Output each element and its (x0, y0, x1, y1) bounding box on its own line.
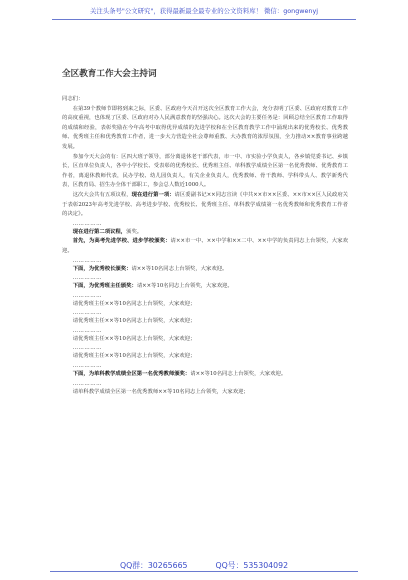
paragraph-award-principals (62, 265, 348, 275)
award-headteachers-text: 请××等10名同志上台领奖，大家欢迎。 (136, 283, 233, 290)
bottom-rule (50, 571, 358, 572)
item2-heading: 现在进行第二项议程， (72, 228, 127, 235)
ellipsis-divider: …………… (72, 327, 102, 334)
ellipsis-divider: …………… (72, 380, 102, 387)
paragraph-headteachers-4: 请优秀班主任××等10名同志上台领奖，大家欢迎； (72, 353, 196, 360)
agenda-item1-heading: 现在进行第一项： (131, 191, 175, 198)
paragraph-headteachers-2: 请优秀班主任××等10名同志上台领奖，大家欢迎； (72, 318, 196, 325)
award-principals-heading: 下面，为优秀校长颁奖： (72, 265, 132, 272)
paragraph-top-teachers-1: 请单科教学成绩全区第一名优秀教师××等10名同志上台领奖，大家欢迎； (72, 388, 249, 395)
ellipsis-divider: …………… (72, 292, 102, 299)
award-schools-heading: 首先，为高考先进学校、进步学校颁奖： (72, 238, 171, 245)
ellipsis-divider: …………… (72, 310, 102, 317)
paragraph-award-headteachers (62, 282, 348, 292)
footer-qq-group: QQ群：30265665 (119, 561, 188, 570)
award-schools-text: 请××市一中、××中学和××二中、××中学的负责同志上台领奖，大家欢迎。 (62, 238, 348, 254)
paragraph-award-top-teachers (62, 370, 348, 380)
award-headteachers-heading: 下面，为优秀班主任颁奖： (72, 283, 137, 290)
ellipsis-divider: …………… (72, 363, 102, 370)
award-principals-text: 请××等10名同志上台领奖，大家欢迎。 (131, 265, 228, 272)
salutation: 同志们： (62, 96, 84, 102)
agenda-item1-text: 请区委副书记××同志宣读《中共××市××区委、××市××区人民政府关于表彰2023年高考先进学校、高考进步学校、优秀校长、优秀班主任、单科教学成绩第一名优秀教师和优秀教育工作者的决定》。 (62, 191, 349, 218)
ellipsis-divider: …………… (72, 257, 102, 264)
award-top-teachers-text: 请××等10名同志上台领奖，大家欢迎。 (190, 371, 287, 378)
paragraph-item2 (62, 228, 348, 238)
ellipsis-divider: …………… (72, 275, 102, 282)
ellipsis-divider: …………… (72, 220, 102, 227)
footer-contact (0, 560, 408, 571)
paragraph-attendees: 参加今天大会的有：区四大班子领导，部分离退休老干部代表，市一中、市实验小学负责人，各乡镇党委书记、乡镇长，区直单位负责人，各中小学校长、受表彰的优秀校长、优秀班主任、单科教学成绩全区第一名优秀教师、优秀教育工作者，离退休教师代表，民办学校、幼儿园负责人，有关企业负责人，优秀教师、骨干教师、学科带头人、教学新秀代表，区教育局、招生办全体干部职工，参会总人数近1000人。 (62, 153, 348, 189)
paragraph-headteachers-3: 请优秀班主任××等10名同志上台领奖，大家欢迎； (72, 335, 196, 342)
document-title: 全区教育工作大会主持词 (62, 69, 157, 79)
footer-qq-number: QQ号：535304092 (215, 561, 289, 570)
paragraph-intro: 在第39个教师节即将到来之际，区委、区政府今天召开这次全区教育工作大会，充分表明了区委、区政府对教育工作的高度重视，也体现了区委、区政府对办人民满意教育的坚强决心。这次大会的主要任务是：回顾总结全区教育工作取得的成绩和经验，表彰奖励在今年高考中取得优异成绩的先进学校和在全区教育教学工作中涌现出来的优秀校长、优秀教师、优秀班主任和优秀教育工作者，进一步大力营造全社会尊师重教、大办教育的浓厚氛围，全力推动××教育事业跨越发展。 (62, 105, 348, 150)
top-rule (52, 19, 356, 20)
paragraph-agenda (62, 191, 348, 220)
item2-text: 颁奖。 (126, 228, 143, 235)
top-banner: 关注头条号"公文研究"，获得最新最全最专业的公文资料库！ 微信：gongwenyj (89, 7, 319, 15)
ellipsis-divider: …………… (72, 345, 102, 352)
document-body (62, 95, 348, 397)
agenda-prefix: 这次大会共有五项议程， (72, 191, 132, 198)
paragraph-headteachers-1: 请优秀班主任××等10名同志上台领奖，大家欢迎； (72, 300, 196, 307)
paragraph-award-schools (62, 237, 348, 256)
award-top-teachers-heading: 下面，为单科教学成绩全区第一名优秀教师颁奖： (72, 371, 191, 378)
